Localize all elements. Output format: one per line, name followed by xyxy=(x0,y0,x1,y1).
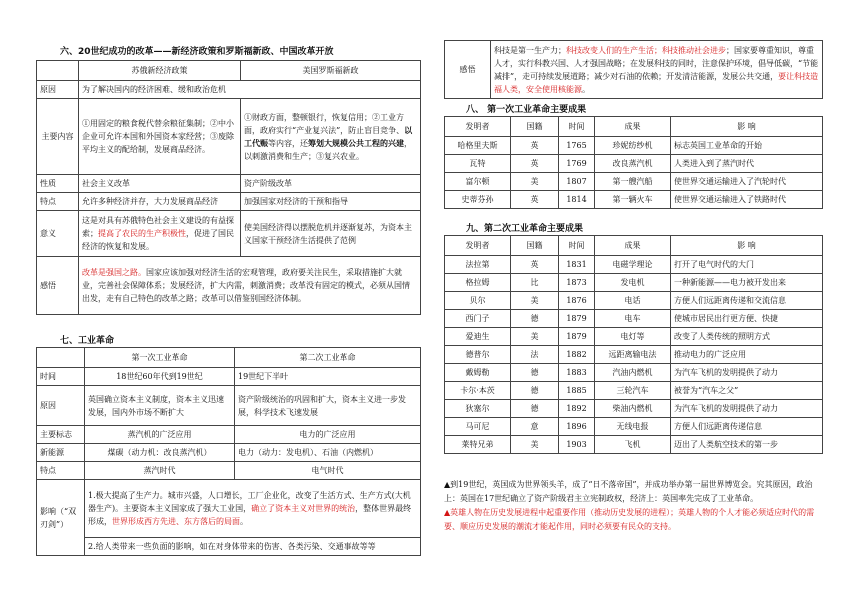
result-cell: 远距离输电法 xyxy=(595,346,671,364)
row-label: 主要标志 xyxy=(37,426,85,444)
highlight-text: 提高了农民的生产积极性 xyxy=(98,229,186,238)
table-row xyxy=(37,257,421,315)
industrial-revolution-table xyxy=(36,347,421,556)
inventor-cell: 马可尼 xyxy=(445,418,511,436)
impact-1-cell xyxy=(85,480,421,538)
nationality-cell: 德 xyxy=(511,400,559,418)
row-label: 主要内容 xyxy=(37,99,79,175)
sign-left-cell: 蒸汽机的广泛应用 xyxy=(85,426,235,444)
empty-header-cell xyxy=(37,348,85,368)
inventor-cell: 爱迪生 xyxy=(445,328,511,346)
inventor-cell: 德普尔 xyxy=(445,346,511,364)
bold-text: 以工代赈 xyxy=(244,124,413,148)
highlight-text: 确立了资本主义对世界的统治 xyxy=(251,504,356,513)
table-row xyxy=(37,480,421,538)
table-row xyxy=(445,292,823,310)
year-cell: 1896 xyxy=(559,418,595,436)
empty-header-cell xyxy=(37,61,79,81)
reason-cell: 为了解决国内的经济困难、缓和政治危机 xyxy=(79,81,421,99)
table-row xyxy=(445,400,823,418)
result-cell: 电灯等 xyxy=(595,328,671,346)
result-cell: 电话 xyxy=(595,292,671,310)
column-header: 时间 xyxy=(559,117,595,137)
impact-cell: 使世界交通运输进入了汽轮时代 xyxy=(671,173,823,191)
table-row xyxy=(37,386,421,426)
nationality-cell: 法 xyxy=(511,346,559,364)
row-label: 感悟 xyxy=(37,257,79,315)
inventor-cell: 莱特兄弟 xyxy=(445,436,511,454)
result-cell: 三轮汽车 xyxy=(595,382,671,400)
table-row xyxy=(37,193,421,211)
text-span: 等内容，还 xyxy=(268,138,308,148)
impact-cell: 使世界交通运输进入了铁路时代 xyxy=(671,191,823,209)
year-cell: 1892 xyxy=(559,400,595,418)
nature-left-cell: 社会主义改革 xyxy=(79,175,241,193)
text-span: ，促进了国民经济的恢复和发展。 xyxy=(82,229,234,251)
table-row xyxy=(445,41,823,99)
year-cell: 1879 xyxy=(559,328,595,346)
table-row xyxy=(37,99,421,175)
bold-text: 筹划大规模公共工程的兴建 xyxy=(308,137,404,148)
column-header: 成果 xyxy=(595,236,671,256)
inventor-cell: 法拉第 xyxy=(445,256,511,274)
table-row xyxy=(37,426,421,444)
inventor-cell: 史蒂芬孙 xyxy=(445,191,511,209)
insight-cell xyxy=(79,257,421,315)
inventor-cell: 格拉姆 xyxy=(445,274,511,292)
feature-left-cell: 允许多种经济并存，大力发展商品经济 xyxy=(79,193,241,211)
table-row xyxy=(37,368,421,386)
table-row xyxy=(445,137,823,155)
row-label: 性质 xyxy=(37,175,79,193)
row-label: 意义 xyxy=(37,211,79,257)
column-header: 发明者 xyxy=(445,117,511,137)
nationality-cell: 德 xyxy=(511,364,559,382)
result-cell: 汽油内燃机 xyxy=(595,364,671,382)
impact-cell: 人类进入到了蒸汽时代 xyxy=(671,155,823,173)
time-left-cell: 18世纪60年代到19世纪 xyxy=(85,368,235,386)
nationality-cell: 意 xyxy=(511,418,559,436)
row-label: 特点 xyxy=(37,462,85,480)
result-cell: 第一艘汽船 xyxy=(595,173,671,191)
table-header-row xyxy=(37,348,421,368)
text-span: ，整体世界最终形成， xyxy=(88,504,412,526)
table-row xyxy=(445,310,823,328)
time-right-cell: 19世纪下半叶 xyxy=(235,368,421,386)
table-row xyxy=(37,211,421,257)
header-new-deal: 美国罗斯福新政 xyxy=(241,61,421,81)
header-second-revolution: 第二次工业革命 xyxy=(235,348,421,368)
section-9-title: 九、第二次工业革命主要成果 xyxy=(466,224,584,234)
row-label: 原因 xyxy=(37,386,85,426)
impact-cell: 标志英国工业革命的开始 xyxy=(671,137,823,155)
column-header: 发明者 xyxy=(445,236,511,256)
header-soviet-nep: 苏俄新经济政策 xyxy=(79,61,241,81)
table-row xyxy=(445,155,823,173)
nationality-cell: 英 xyxy=(511,137,559,155)
year-cell: 1883 xyxy=(559,364,595,382)
nationality-cell: 美 xyxy=(511,173,559,191)
tech-insight-cell xyxy=(491,41,823,99)
text-span: ①财政方面，整顿银行，恢复信用；②工业方面，政府实行“产业复兴法”，防止盲目竞争、 xyxy=(244,112,405,135)
content-right-cell xyxy=(241,99,421,175)
column-header: 时间 xyxy=(559,236,595,256)
energy-right-cell: 电力（动力：发电机）、石油（内燃机） xyxy=(235,444,421,462)
nature-right-cell: 资产阶级改革 xyxy=(241,175,421,193)
impact-cell: 迈出了人类航空技术的第一步 xyxy=(671,436,823,454)
year-cell: 1879 xyxy=(559,310,595,328)
text-span: 。 xyxy=(240,517,248,526)
text-span: ；国家要尊重知识，尊重人才，实行科教兴国、人才强国战略；在发展科技的同时，注意保护环境，倡导低碳，“节能减排”，走可持续发展道路；减少对石油的依赖；开发清洁能源，发展公共交通， xyxy=(494,45,819,81)
impact-cell: 使城市居民出行更方便、快捷 xyxy=(671,310,823,328)
column-header: 影 响 xyxy=(671,236,823,256)
year-cell: 1882 xyxy=(559,346,595,364)
reform-comparison-table xyxy=(36,60,421,315)
result-cell: 珍妮纺纱机 xyxy=(595,137,671,155)
table-row xyxy=(37,175,421,193)
result-cell: 无线电报 xyxy=(595,418,671,436)
highlight-text: 科技改变人们的生产生活；科技推动社会进步 xyxy=(566,45,726,55)
note-1: ▲到19世纪，英国成为世界领头羊，成了“日不落帝国”，并成功举办第一届世界博览会。究其原因，政治上：英国在17世纪确立了资产阶级君主立宪制政权，经济上：英国率先完成了工业革命。 xyxy=(444,480,813,503)
year-cell: 1769 xyxy=(559,155,595,173)
section-6-title: 六、20世纪成功的改革——新经济政策和罗斯福新政、中国改革开放 xyxy=(60,47,334,57)
inventor-cell: 狄塞尔 xyxy=(445,400,511,418)
text-span: 1.极大提高了生产力。城市兴盛，人口增长，工厂企业化，改变了生活方式、生产方式(大机器生产)。主要资本主义国家成了强大工业国， xyxy=(88,491,411,513)
impact-cell: 被誉为“汽车之父” xyxy=(671,382,823,400)
column-header: 影 响 xyxy=(671,117,823,137)
table-row xyxy=(445,418,823,436)
highlight-text: 世界形成西方先进、东方落后的局面 xyxy=(112,517,240,526)
year-cell: 1885 xyxy=(559,382,595,400)
nationality-cell: 美 xyxy=(511,436,559,454)
row-label: 时间 xyxy=(37,368,85,386)
row-label: 原因 xyxy=(37,81,79,99)
text-span: 国家应该加强对经济生活的宏观管理，政府要关注民生，采取措施扩大就业，完善社会保障体系；发展经济，扩大内需，刺激消费；改革没有固定的模式，必须从国情出发，走有自己特色的改革之路；改革可以借鉴别国经济体制。 xyxy=(82,268,410,303)
table-row xyxy=(37,462,421,480)
section-8-title: 八、 第一次工业革命主要成果 xyxy=(466,105,587,115)
impact-cell: 为汽车飞机的发明提供了动力 xyxy=(671,400,823,418)
inventor-cell: 哈格里夫斯 xyxy=(445,137,511,155)
meaning-left-cell xyxy=(79,211,241,257)
year-cell: 1814 xyxy=(559,191,595,209)
year-cell: 1765 xyxy=(559,137,595,155)
table-row xyxy=(37,81,421,99)
tech-insight-table xyxy=(444,40,823,99)
inventor-cell: 瓦特 xyxy=(445,155,511,173)
nationality-cell: 美 xyxy=(511,328,559,346)
feature-left-cell: 蒸汽时代 xyxy=(85,462,235,480)
table-row xyxy=(37,444,421,462)
table-header-row xyxy=(445,117,823,137)
sign-right-cell: 电力的广泛应用 xyxy=(235,426,421,444)
table-row xyxy=(445,382,823,400)
table-row xyxy=(445,328,823,346)
row-label: 特点 xyxy=(37,193,79,211)
reason-right-cell: 资产阶级统治的巩固和扩大，资本主义进一步发展，科学技术飞速发展 xyxy=(235,386,421,426)
content-left-cell: ①用固定的粮食税代替余粮征集制；②中小企业可允许本国和外国资本家经营；③废除平均主义的配给制，发展商品经济。 xyxy=(79,99,241,175)
nationality-cell: 美 xyxy=(511,292,559,310)
nationality-cell: 英 xyxy=(511,191,559,209)
inventor-cell: 戴姆勒 xyxy=(445,364,511,382)
impact-cell: 一种新能源——电力被开发出来 xyxy=(671,274,823,292)
energy-left-cell: 煤碳（动力机：改良蒸汽机） xyxy=(85,444,235,462)
highlight-text: 要让科技造福人类，安全使用核能源 xyxy=(494,71,819,94)
text-span: 。 xyxy=(582,84,590,94)
inventor-cell: 西门子 xyxy=(445,310,511,328)
inventor-cell: 富尔顿 xyxy=(445,173,511,191)
reason-left-cell: 英国确立资本主义制度，资本主义迅速发展，国内外市场不断扩大 xyxy=(85,386,235,426)
result-cell: 第一辆火车 xyxy=(595,191,671,209)
nationality-cell: 德 xyxy=(511,310,559,328)
table-row xyxy=(445,173,823,191)
inventor-cell: 贝尔 xyxy=(445,292,511,310)
row-label: 感悟 xyxy=(445,41,491,99)
nationality-cell: 比 xyxy=(511,274,559,292)
nationality-cell: 英 xyxy=(511,155,559,173)
impact-cell: 方便人们远距离传递和交流信息 xyxy=(671,292,823,310)
result-cell: 电磁学理论 xyxy=(595,256,671,274)
year-cell: 1807 xyxy=(559,173,595,191)
impact-cell: 打开了电气时代的大门 xyxy=(671,256,823,274)
year-cell: 1876 xyxy=(559,292,595,310)
impact-cell: 推动电力的广泛应用 xyxy=(671,346,823,364)
table-row xyxy=(445,256,823,274)
table-row xyxy=(445,274,823,292)
year-cell: 1903 xyxy=(559,436,595,454)
impact-2-cell: 2.给人类带来一些负面的影响，如在对身体带来的伤害、各类污染、交通事故等等 xyxy=(85,538,421,556)
first-revolution-results-table xyxy=(444,116,823,209)
feature-right-cell: 加强国家对经济的干预和指导 xyxy=(241,193,421,211)
nationality-cell: 英 xyxy=(511,256,559,274)
impact-cell: 改变了人类传统的照明方式 xyxy=(671,328,823,346)
text-span: 科技是第一生产力； xyxy=(494,45,566,55)
meaning-right-cell: 使美国经济得以摆脱危机并逐渐复苏，为资本主义国家干预经济生活提供了范例 xyxy=(241,211,421,257)
highlight-text: 改革是强国之路。 xyxy=(82,268,146,277)
inventor-cell: 卡尔·本茨 xyxy=(445,382,511,400)
result-cell: 改良蒸汽机 xyxy=(595,155,671,173)
feature-right-cell: 电气时代 xyxy=(235,462,421,480)
row-label: 新能源 xyxy=(37,444,85,462)
nationality-cell: 德 xyxy=(511,382,559,400)
result-cell: 柴油内燃机 xyxy=(595,400,671,418)
year-cell: 1831 xyxy=(559,256,595,274)
column-header: 成果 xyxy=(595,117,671,137)
text-span: ，以刺激消费和生产；③复兴农业。 xyxy=(244,138,412,161)
notes-block xyxy=(444,478,822,534)
table-row xyxy=(445,346,823,364)
text-span: 这是对具有苏俄特色社会主义建设的有益探索； xyxy=(82,216,234,238)
year-cell: 1873 xyxy=(559,274,595,292)
result-cell: 电车 xyxy=(595,310,671,328)
section-7-title: 七、工业革命 xyxy=(60,336,115,346)
result-cell: 飞机 xyxy=(595,436,671,454)
result-cell: 发电机 xyxy=(595,274,671,292)
column-header: 国籍 xyxy=(511,117,559,137)
impact-cell: 方便人们远距离传递信息 xyxy=(671,418,823,436)
table-row xyxy=(445,436,823,454)
impact-cell: 为汽车飞机的发明提供了动力 xyxy=(671,364,823,382)
table-header-row xyxy=(445,236,823,256)
note-2: ▲英雄人物在历史发展进程中起重要作用（推动历史发展的进程）；英雄人物的个人才能必须适应时代的需要、顺应历史发展的潮流才能起作用，同时必须要有民众的支持。 xyxy=(444,508,815,531)
row-label: 影响（“双刃剑”） xyxy=(37,480,85,556)
table-row xyxy=(445,191,823,209)
table-row xyxy=(37,538,421,556)
column-header: 国籍 xyxy=(511,236,559,256)
header-first-revolution: 第一次工业革命 xyxy=(85,348,235,368)
second-revolution-results-table xyxy=(444,235,823,454)
table-header-row xyxy=(37,61,421,81)
table-row xyxy=(445,364,823,382)
